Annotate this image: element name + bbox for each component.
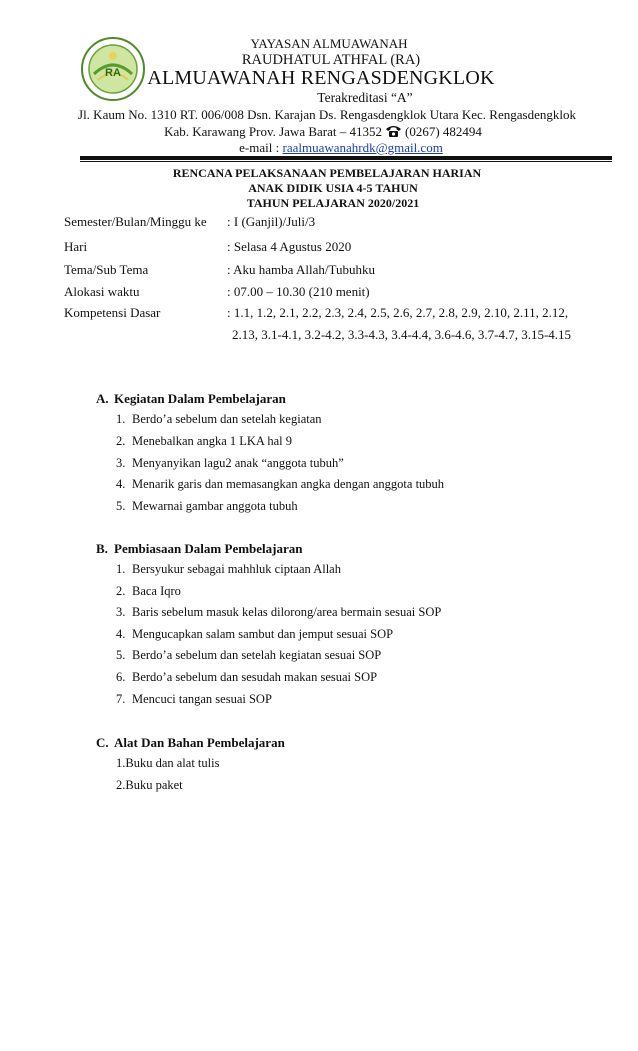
- address-line-2: [4, 124, 638, 140]
- section-b-heading: [96, 541, 302, 557]
- info-label: Tema/Sub Tema: [64, 262, 149, 277]
- telephone-icon: [385, 124, 402, 138]
- section-letter: B.: [96, 541, 108, 556]
- email-label: e-mail :: [239, 140, 280, 155]
- item-number: 3.: [116, 605, 126, 619]
- list-item: [116, 756, 219, 771]
- section-c-heading: [96, 735, 285, 751]
- address-line-1: Jl. Kaum No. 1310 RT. 006/008 Dsn. Karajan Ds. Rengasdengklok Utara Kec. Rengasdengklok: [78, 107, 576, 122]
- item-number: 4.: [116, 477, 126, 491]
- section-title: Alat Dan Bahan Pembelajaran: [114, 735, 285, 750]
- document-subtitle-age: ANAK DIDIK USIA 4-5 TAHUN: [248, 181, 418, 195]
- address-region: Kab. Karawang Prov. Jawa Barat – 41352: [164, 124, 382, 139]
- list-item: [116, 434, 292, 449]
- item-text: Baca Iqro: [132, 584, 181, 598]
- item-text: Baris sebelum masuk kelas dilorong/area bermain sesuai SOP: [132, 605, 442, 619]
- list-item: [116, 670, 377, 685]
- item-number: 4.: [116, 627, 126, 641]
- list-item: [116, 562, 341, 577]
- item-text: Bersyukur sebagai mahhluk ciptaan Allah: [132, 562, 341, 576]
- foundation-name: YAYASAN ALMUAWANAH: [250, 36, 408, 51]
- section-title: Pembiasaan Dalam Pembelajaran: [114, 541, 303, 556]
- item-number: 7.: [116, 692, 126, 706]
- institution-name: RAUDHATUL ATHFAL (RA): [241, 52, 421, 68]
- list-item: [116, 627, 393, 642]
- item-text: Menyanyikan lagu2 anak “anggota tubuh”: [132, 456, 344, 470]
- item-text: Menebalkan angka 1 LKA hal 9: [132, 434, 293, 448]
- item-text: Berdo’a sebelum dan sesudah makan sesuai SOP: [132, 670, 378, 684]
- school-name: ALMUAWANAH RENGASDENGKLOK: [147, 67, 495, 89]
- info-value: : 07.00 – 10.30 (210 menit): [227, 284, 370, 299]
- section-title: Kegiatan Dalam Pembelajaran: [114, 391, 286, 406]
- item-text: Berdo’a sebelum dan setelah kegiatan sesuai SOP: [132, 648, 382, 662]
- item-number: 5.: [116, 648, 126, 662]
- item-text: 1.Buku dan alat tulis: [116, 756, 220, 770]
- info-label: Kompetensi Dasar: [64, 305, 161, 320]
- email-line: [22, 140, 638, 156]
- item-number: 1.: [116, 412, 126, 426]
- header-divider-thick: [80, 156, 612, 160]
- list-item: [116, 648, 381, 663]
- item-text: 2.Buku paket: [116, 778, 183, 792]
- section-letter: C.: [96, 735, 109, 750]
- item-text: Mewarnai gambar anggota tubuh: [132, 499, 298, 513]
- item-number: 3.: [116, 456, 126, 470]
- info-value: : Aku hamba Allah/Tubuhku: [227, 262, 375, 277]
- document-title: RENCANA PELAKSANAAN PEMBELAJARAN HARIAN: [172, 166, 482, 180]
- list-item: [116, 692, 272, 707]
- item-number: 6.: [116, 670, 126, 684]
- list-item: [116, 456, 344, 471]
- info-value: : 1.1, 1.2, 2.1, 2.2, 2.3, 2.4, 2.5, 2.6, 2.7, 2.8, 2.9, 2.10, 2.11, 2.12,: [227, 305, 569, 320]
- item-text: Mengucapkan salam sambut dan jemput sesuai SOP: [132, 627, 394, 641]
- info-label: Alokasi waktu: [64, 284, 140, 299]
- item-number: 1.: [116, 562, 126, 576]
- item-text: Mencuci tangan sesuai SOP: [132, 692, 272, 706]
- list-item: [116, 778, 183, 793]
- list-item: [116, 605, 441, 620]
- document-subtitle-year: TAHUN PELAJARAN 2020/2021: [246, 196, 420, 210]
- email-link[interactable]: raalmuawanahrdk@gmail.com: [282, 140, 443, 155]
- list-item: [116, 499, 298, 514]
- item-number: 2.: [116, 434, 126, 448]
- list-item: [116, 477, 444, 492]
- phone-number: (0267) 482494: [405, 124, 482, 139]
- info-value: 2.13, 3.1-4.1, 3.2-4.2, 3.3-4.3, 3.4-4.4, 3.6-4.6, 3.7-4.7, 3.15-4.15: [232, 327, 572, 342]
- item-number: 2.: [116, 584, 126, 598]
- info-label: Hari: [64, 239, 88, 254]
- header-divider-thin: [80, 161, 612, 162]
- info-label: Semester/Bulan/Minggu ke: [64, 214, 207, 229]
- info-value: : Selasa 4 Agustus 2020: [227, 239, 352, 254]
- section-letter: A.: [96, 391, 109, 406]
- item-text: Menarik garis dan memasangkan angka dengan anggota tubuh: [132, 477, 445, 491]
- section-a-heading: [96, 391, 286, 407]
- accreditation: Terakreditasi “A”: [317, 90, 413, 105]
- list-item: [116, 412, 322, 427]
- info-value: : I (Ganjil)/Juli/3: [227, 214, 316, 229]
- logo-text: RA: [105, 67, 121, 79]
- item-number: 5.: [116, 499, 126, 513]
- item-text: Berdo’a sebelum dan setelah kegiatan: [132, 412, 322, 426]
- list-item: [116, 584, 181, 599]
